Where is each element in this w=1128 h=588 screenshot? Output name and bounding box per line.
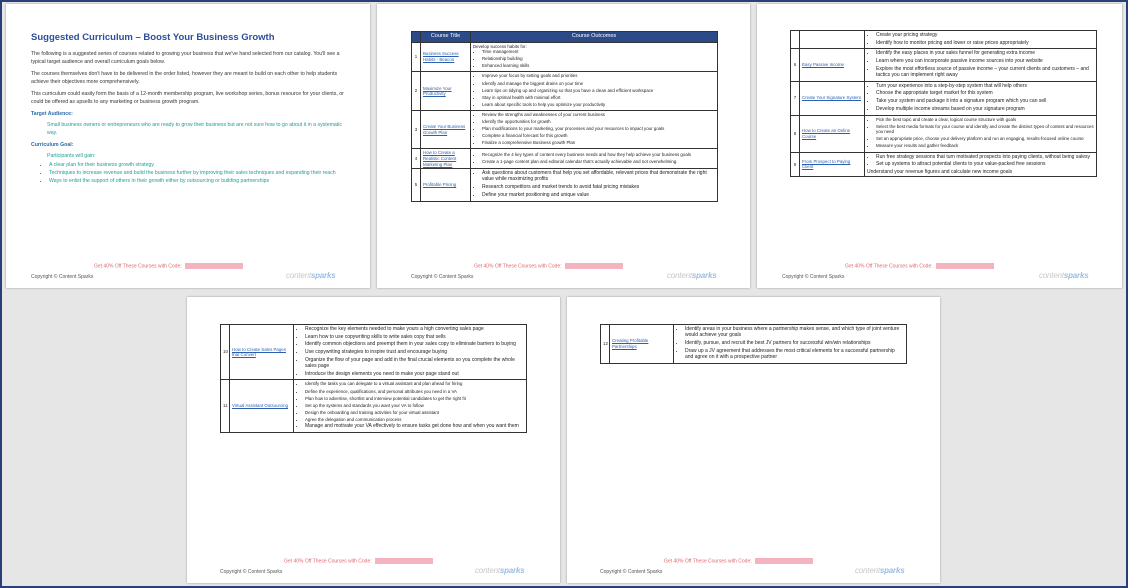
redacted-code — [185, 263, 243, 269]
course-title-link[interactable]: Create Your Business Growth Plan — [421, 110, 471, 148]
copyright: Copyright © Content Sparks — [782, 274, 845, 280]
content-sparks-logo: contentsparks — [855, 566, 905, 575]
outcome-item: • Learn where you can incorporate passive income sources into your website — [876, 58, 1094, 64]
course-number: 9 — [791, 152, 800, 177]
outcome-item: • Introduce the design elements you need to make your page stand out — [305, 371, 524, 377]
course-title-link[interactable]: Virtual Assistant Outsourcing — [230, 380, 294, 433]
course-number: 7 — [791, 81, 800, 115]
table-row — [412, 42, 718, 72]
outcome-item: • Develop multiple income streams based on your signature program — [876, 106, 1094, 112]
course-title-link[interactable]: Create Your Signature System — [800, 81, 865, 115]
course-title-link[interactable]: Maximize Your Productivity — [421, 72, 471, 110]
outcome-item: • Set up the systems and standards you want your VA to follow — [305, 403, 524, 409]
outcome-item: • Research competitors and market trends to avoid fatal pricing mistakes — [482, 184, 715, 190]
course-title-link[interactable]: From Prospect to Paying Client — [800, 152, 865, 177]
outcome-item: • Learn about specific tools to help you optimize your productivity — [482, 102, 715, 108]
redacted-code — [755, 558, 813, 564]
goal-item: ▪ A clear plan for their business growth strategy — [49, 161, 346, 169]
course-title-link[interactable]: How to Create Sales Pages that Convert — [230, 325, 294, 380]
course-title-link[interactable]: Business Success Habits - Beacon — [421, 42, 471, 72]
goal-heading: Curriculum Goal: — [31, 142, 74, 148]
outcome-item: • Identify the easy places in your sales funnel for generating extra income — [876, 50, 1094, 56]
outcome-item: • Set an appropriate price, choose your delivery platform and run an engaging, results-focused online course — [876, 136, 1094, 142]
goal-item: ▪ Ways to enlist the support of others in their growth either by outsourcing or building partnerships — [49, 177, 346, 185]
course-outcomes — [865, 49, 1097, 81]
outcome-item: • Stay in optimal health with minimal effort — [482, 95, 715, 101]
outcome-item: • Define the experience, qualifications, and personal attributes you need in a VA — [305, 389, 524, 395]
outcome-item: • Create your pricing strategy — [876, 32, 1094, 38]
outcome-item: • Identify, pursue, and recruit the best JV partners for successful win/win relationships — [685, 340, 904, 346]
course-title-link[interactable]: How to Create a Realistic Content Marketing Plan — [421, 149, 471, 169]
outcome-item: • Recognize the key elements needed to make yours a high converting sales page — [305, 326, 524, 332]
header-course-outcomes: Course Outcomes — [471, 32, 718, 43]
content-sparks-logo: contentsparks — [286, 271, 336, 280]
content-sparks-logo: contentsparks — [667, 271, 717, 280]
course-outcomes — [471, 149, 718, 169]
course-number: 11 — [221, 380, 230, 433]
document-page-4 — [187, 297, 560, 583]
outcome-item: • Identify areas in your business where a partnership makes sense, and which type of joint venture would achieve your goals — [685, 326, 904, 338]
course-title-link[interactable]: Profitable Pricing — [421, 169, 471, 201]
outcome-item: • Plan modifications to your marketing, your processes and your resources to impact your goals — [482, 126, 715, 132]
goal-list — [31, 161, 346, 185]
intro-paragraph: This curriculum could easily form the basis of a 12-month membership program, live workshop series, bonus resource for your clients, or could be offered as upsells to any marketing or business growth program. — [31, 91, 344, 105]
copyright: Copyright © Content Sparks — [31, 274, 94, 280]
header-course-title: Course Title — [421, 32, 471, 43]
table-header-row — [412, 32, 718, 43]
outcome-item: • Recognize the 4 key types of content every business needs and how they help achieve your business goals — [482, 152, 715, 158]
outcome-item: • Learn tips on tidying up and organizing so that you have a clean and efficient workspace — [482, 88, 715, 94]
outcome-item: • Run free strategy sessions that turn motivated prospects into paying clients, without being salesy — [876, 154, 1094, 160]
outcome-item: • Relationship building — [482, 56, 715, 62]
course-title-link[interactable]: Easy Passive Income — [800, 49, 865, 81]
intro-paragraph: The courses themselves don't have to be delivered in the order listed, however they are meant to build on each other to help students achieve their objectives more comprehensively. — [31, 71, 338, 85]
outcome-item: • Pick the best topic and create a clear, logical course structure with goals — [876, 117, 1094, 123]
course-number: 6 — [791, 49, 800, 81]
table-row — [412, 169, 718, 201]
outcome-item: • Draw up a JV agreement that addresses the most critical elements for a successful partnership and agree on it with a prospective partner — [685, 348, 904, 360]
outcome-item: • Define your market positioning and unique value — [482, 192, 715, 198]
document-page-5 — [567, 297, 940, 583]
outcome-item: • Create a 1-page content plan and editorial calendar that's actually achievable and not overwhelming. — [482, 159, 715, 165]
intro-paragraph: The following is a suggested series of courses related to growing your business that we've hand selected from our catalog. You'll see a typical target audience and overall curriculum goals below. — [31, 51, 340, 65]
outcome-item: • Finalize a comprehensive Business growth Plan — [482, 140, 715, 146]
outcome-item: • Agree the delegation and communication process — [305, 417, 524, 423]
outcome-item: • Organize the flow of your page and add in the final crucial elements so you complete the whole sales page — [305, 357, 524, 369]
intro-body — [31, 50, 346, 185]
course-table — [411, 31, 718, 202]
copyright: Copyright © Content Sparks — [220, 569, 283, 575]
table-row — [601, 325, 907, 364]
redacted-code — [936, 263, 994, 269]
outcome-item: • Complete a financial forecast for this growth — [482, 133, 715, 139]
outcome-item: • Enhanced learning skills — [482, 63, 715, 69]
course-title-link[interactable]: How to Create an Online Course — [800, 115, 865, 152]
outcome-extra: Understand your revenue figures and calculate new income goals — [867, 168, 1013, 175]
course-number: 5 — [412, 169, 421, 201]
course-outcomes — [471, 110, 718, 148]
outcome-item: • Identify how to monitor pricing and lower or raise prices appropriately — [876, 40, 1094, 46]
redacted-code — [375, 558, 433, 564]
course-number: 4 — [412, 149, 421, 169]
course-outcomes — [865, 152, 1097, 177]
table-row — [791, 31, 1097, 49]
course-number: 12 — [601, 325, 610, 364]
outcome-item: • Plan how to advertise, shortlist and interview potential candidates to get the right fit — [305, 396, 524, 402]
copyright: Copyright © Content Sparks — [411, 274, 474, 280]
course-outcomes — [471, 72, 718, 110]
course-outcomes — [674, 325, 907, 364]
outcome-item: • Take your system and package it into a signature program which you can sell — [876, 98, 1094, 104]
outcome-intro: Develop success habits for: — [473, 43, 527, 49]
table-row — [221, 325, 527, 380]
audience-text: Small business owners or entrepreneurs who are ready to grow their business but are not sure how to go about it in a systematic way. — [47, 122, 342, 136]
document-page-3 — [757, 4, 1122, 288]
discount-code-line: Get 40% Off These Courses with Code: — [474, 263, 623, 269]
outcome-item: • Use copywriting strategies to inspire trust and encourage buying — [305, 349, 524, 355]
outcome-item: • Turn your experience into a step-by-step system that will help others — [876, 83, 1094, 89]
course-number: 2 — [412, 72, 421, 110]
course-outcomes — [294, 325, 527, 380]
discount-code-line: Get 40% Off These Courses with Code: — [664, 558, 813, 564]
outcome-item: • Review the strengths and weaknesses of your current business — [482, 112, 715, 118]
outcome-item: • Choose the appropriate target market for this system — [876, 90, 1094, 96]
table-row — [221, 380, 527, 433]
course-number: 10 — [221, 325, 230, 380]
discount-code-text: Get 40% Off These Courses with Code: — [94, 263, 182, 270]
table-row — [412, 149, 718, 169]
course-title-link[interactable]: Creating Profitable Partnerships — [610, 325, 674, 364]
course-number: 8 — [791, 115, 800, 152]
page-title: Suggested Curriculum – Boost Your Business Growth — [31, 32, 275, 43]
document-page-2 — [377, 4, 750, 288]
course-outcomes — [471, 42, 718, 72]
table-row — [412, 72, 718, 110]
outcome-item: • Identify common objections and preempt them in your sales copy to eliminate barriers to buying — [305, 341, 524, 347]
course-outcomes — [471, 169, 718, 201]
audience-heading: Target Audience: — [31, 111, 73, 117]
discount-code-line: Get 40% Off These Courses with Code: — [284, 558, 433, 564]
outcome-item: • Identify and manage the biggest drains on your time — [482, 81, 715, 87]
discount-code-line: Get 40% Off These Courses with Code: — [845, 263, 994, 269]
course-table — [220, 324, 527, 433]
table-row — [791, 81, 1097, 115]
copyright: Copyright © Content Sparks — [600, 569, 663, 575]
table-row — [412, 110, 718, 148]
course-outcomes — [865, 115, 1097, 152]
discount-code-line — [94, 263, 243, 269]
content-sparks-logo: contentsparks — [475, 566, 525, 575]
outcome-item: • Time management — [482, 49, 715, 55]
course-number: 3 — [412, 110, 421, 148]
outcome-item: • Identify the opportunities for growth — [482, 119, 715, 125]
outcome-item: • Design the onboarding and training activities for your virtual assistant — [305, 410, 524, 416]
goal-item: ▪ Techniques to increase revenue and build the business further by improving their sales techniques and expanding their reach — [49, 169, 346, 177]
goal-intro: Participants will gain: — [47, 153, 96, 159]
course-table — [790, 30, 1097, 177]
course-number: 1 — [412, 42, 421, 72]
table-row — [791, 152, 1097, 177]
table-row — [791, 115, 1097, 152]
course-outcomes — [865, 81, 1097, 115]
redacted-code — [565, 263, 623, 269]
table-row — [791, 49, 1097, 81]
outcome-item: • Learn how to use copywriting skills to write sales copy that sells — [305, 334, 524, 340]
outcome-item: • Manage and motivate your VA effectively to ensure tasks get done how and when you want them — [305, 424, 524, 430]
outcome-item: • Select the best media formats for your course and identify and create the distinct types of content and resources you need — [876, 124, 1094, 135]
outcome-item: • Measure your results and gather feedback — [876, 143, 1094, 149]
content-sparks-logo: contentsparks — [1039, 271, 1089, 280]
outcome-item: • Identify the tasks you can delegate to a virtual assistant and plan ahead for hiring — [305, 381, 524, 387]
outcome-item: • Explore the most effortless source of passive income – your current clients and customers – and tactics you can implement right away — [876, 66, 1094, 78]
course-outcomes — [294, 380, 527, 433]
outcome-item: • Improve your focus by setting goals and priorities — [482, 73, 715, 79]
course-outcomes — [865, 31, 1097, 49]
outcome-item: • Ask questions about customers that help you set affordable, relevant prices that demonstrate the right value while maximizing profits — [482, 170, 715, 182]
document-page-1 — [6, 4, 370, 288]
outcome-item: • Set up systems to attract potential clients to your value-packed free sessions — [876, 161, 1094, 167]
course-table — [600, 324, 907, 364]
